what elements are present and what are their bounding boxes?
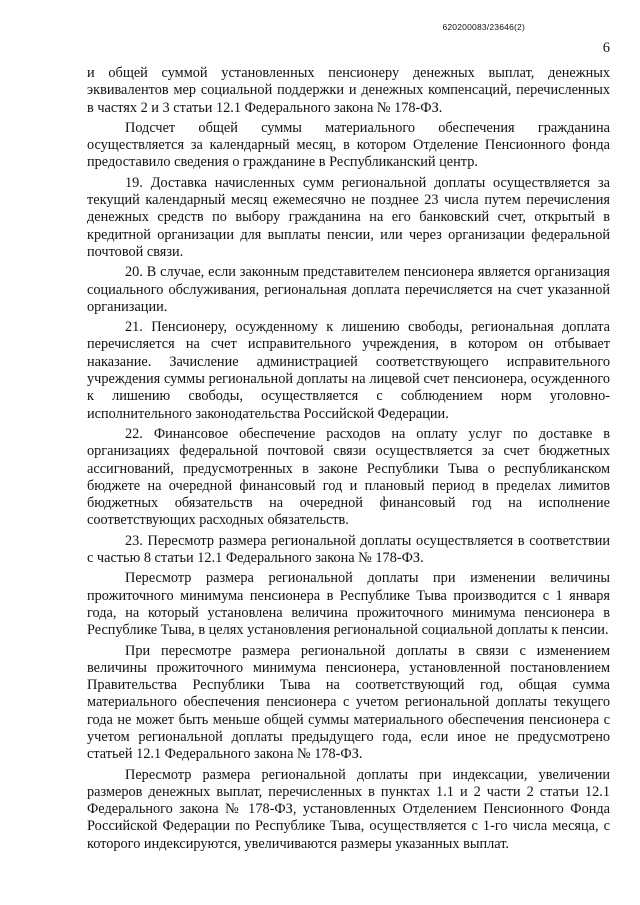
- paragraph-item-22: 22. Финансовое обеспечение расходов на оплату услуг по доставке в организациях федеральной почтовой связи осуществляется за счет бюджетных ассигнований, предусмотренных в законе Республики Тыва о республиканском бюджете на очередной финансовый год и плановый период в пределах лимитов бюджетных обязательств на очередной финансовый год на исполнение соответствующих расходных обязательств.: [87, 425, 610, 529]
- paragraph-revision-guarantee: При пересмотре размера региональной доплаты в связи с изменением величины прожиточного минимума пенсионера, установленной постановлением Правительства Республики Тыва на соответствующий год, общая сумма материального обеспечения пенсионера с учетом региональной доплаты текущего года не может быть меньше общей суммы материального обеспечения пенсионера с учетом региональной доплаты предыдущего года, если иное не предусмотрено статьей 12.1 Федерального закона № 178-ФЗ.: [87, 642, 610, 763]
- document-body: [87, 65, 610, 853]
- paragraph-material-support-calc: Подсчет общей суммы материального обеспечения гражданина осуществляется за календарный месяц, в котором Отделение Пенсионного фонда предоставило сведения о гражданине в Республиканский центр.: [87, 119, 610, 171]
- paragraph-item-21: 21. Пенсионеру, осужденному к лишению свободы, региональная доплата перечисляется на счет исправительного учреждения, в котором он отбывает наказание. Зачисление администрацией соответствующего исправительного учреждения суммы региональной доплаты на лицевой счет пенсионера, осужденного к лишению свободы, осуществляется с соблюдением норм уголовно-исполнительного законодательства Российской Федерации.: [87, 319, 610, 422]
- paragraph-revision-minimum: Пересмотр размера региональной доплаты при изменении величины прожиточного минимума пенсионера в Республике Тыва производится с 1 января года, на который установлена величина прожиточного минимума пенсионера в Республике Тыва, в целях установления региональной социальной доплаты к пенсии.: [87, 570, 610, 639]
- paragraph-revision-indexation: Пересмотр размера региональной доплаты при индексации, увеличении размеров денежных выплат, перечисленных в пунктах 1.1 и 2 части 2 статьи 12.1 Федерального закона № 178-ФЗ, установленных Отделением Пенсионного Фонда Российской Федерации по Республике Тыва, осуществляется с 1-го числа месяца, с которого индексируются, увеличиваются размеры указанных выплат.: [87, 766, 610, 852]
- document-id: 620200083/23646(2): [442, 22, 525, 32]
- paragraph-item-20: 20. В случае, если законным представителем пенсионера является организация социального обслуживания, региональная доплата перечисляется на счет указанной организации.: [87, 264, 610, 315]
- paragraph-item-23: 23. Пересмотр размера региональной доплаты осуществляется в соответствии с частью 8 статьи 12.1 Федерального закона № 178-ФЗ.: [87, 532, 610, 567]
- paragraph-continuation: и общей суммой установленных пенсионеру денежных выплат, денежных эквивалентов мер социальной поддержки и денежных компенсаций, перечисленных в частях 2 и 3 статьи 12.1 Федерального закона № 178-ФЗ.: [87, 65, 610, 116]
- paragraph-item-19: 19. Доставка начисленных сумм региональной доплаты осуществляется за текущий календарный месяц ежемесячно не позднее 23 числа путем перечисления денежных средств по выбору гражданина на его банковский счет, открытый в кредитной организации для выплаты пенсии, или через организации федеральной почтовой связи.: [87, 174, 610, 260]
- page-number: 6: [602, 40, 610, 56]
